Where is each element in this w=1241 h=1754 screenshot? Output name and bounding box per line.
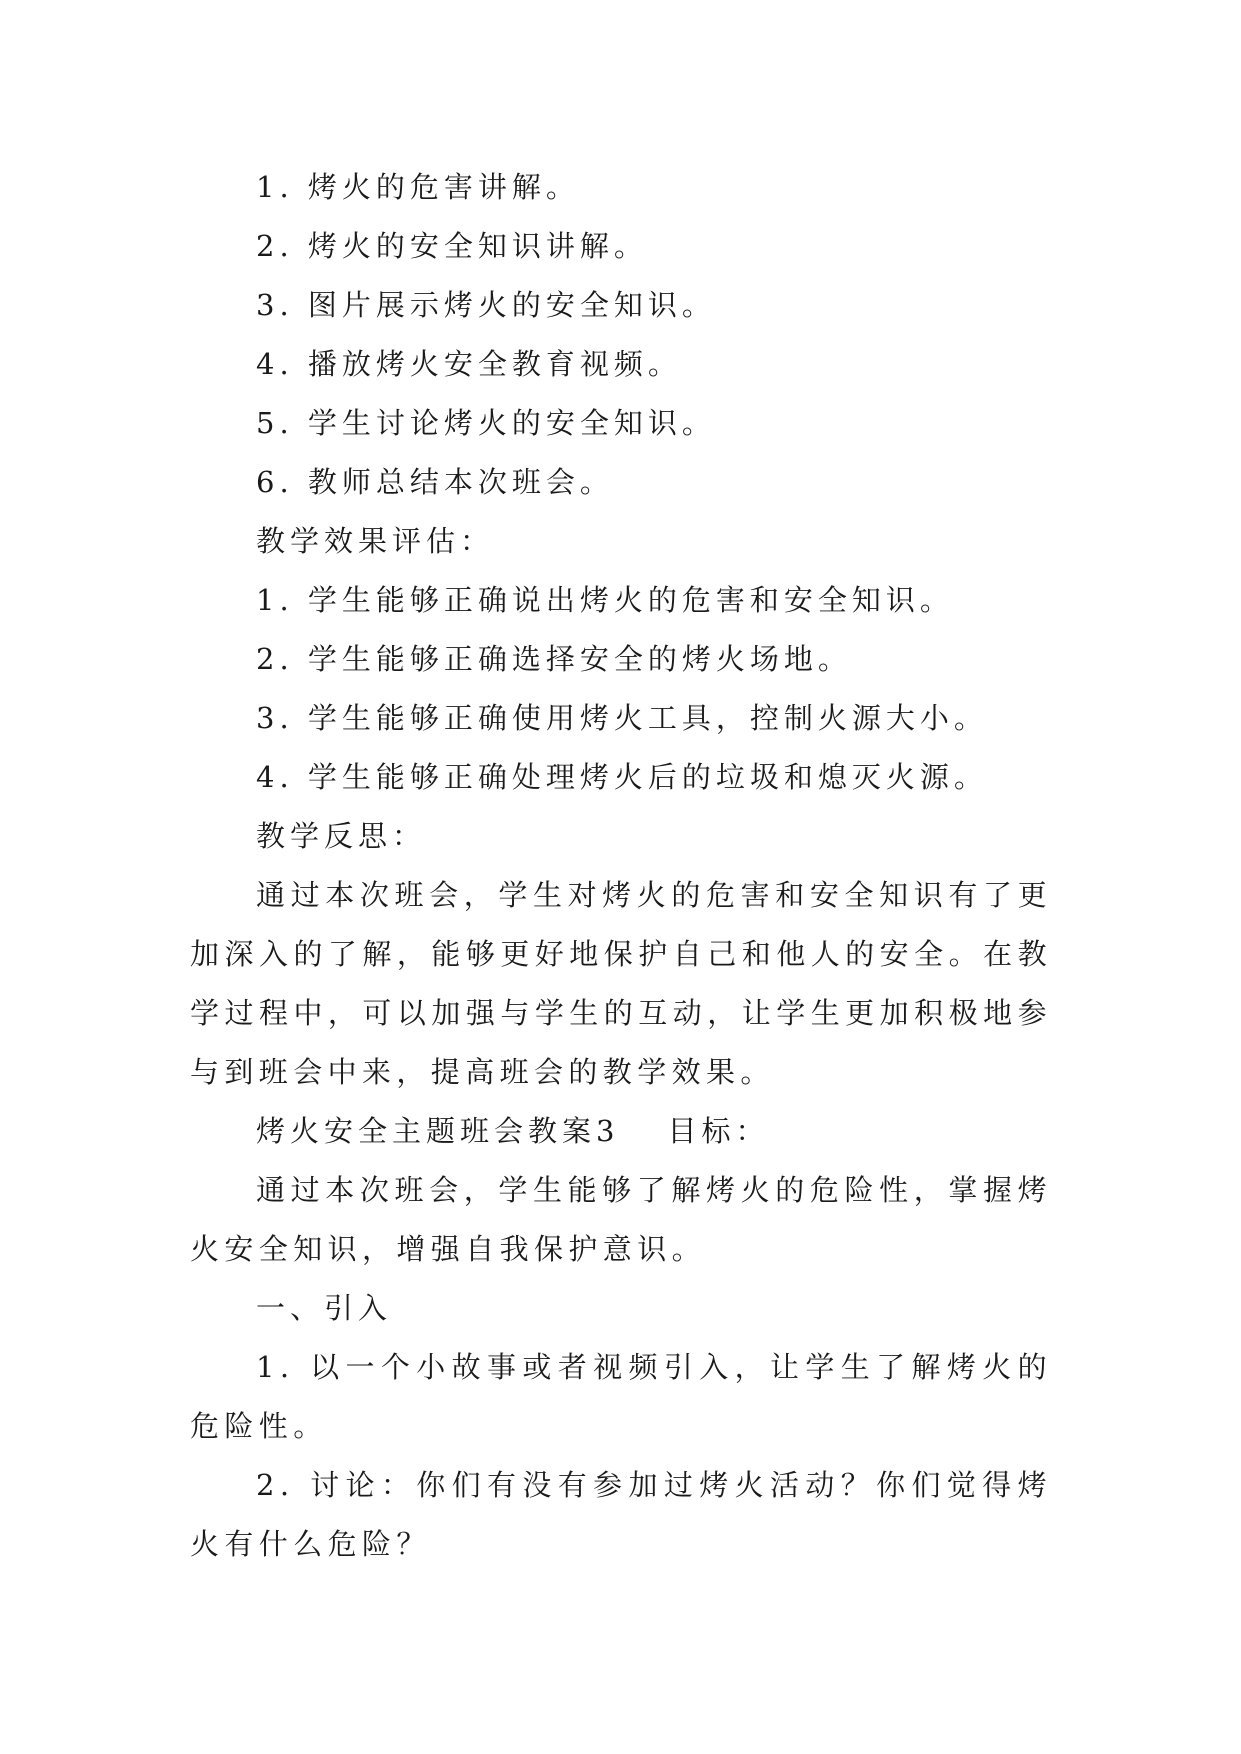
procedure-item-3: 3. 图片展示烤火的安全知识。 bbox=[256, 288, 716, 322]
evaluation-item-4: 4. 学生能够正确处理烤火后的垃圾和熄灭火源。 bbox=[256, 760, 988, 794]
intro-item-2: 2. 讨论：你们有没有参加过烤火活动？你们觉得烤火有什么危险？ bbox=[190, 1468, 1052, 1561]
reflection-heading: 教学反思： bbox=[256, 819, 427, 853]
plan3-goal-label: 目标： bbox=[667, 1114, 770, 1148]
document-page bbox=[190, 158, 1052, 1574]
plan3-title-line bbox=[190, 1102, 1052, 1161]
reflection-paragraph: 通过本次班会，学生对烤火的危害和安全知识有了更加深入的了解，能够更好地保护自己和他人的安全。在教学过程中，可以加强与学生的互动，让学生更加积极地参与到班会中来，提高班会的教学效果。 bbox=[190, 878, 1052, 1089]
procedure-item-1: 1. 烤火的危害讲解。 bbox=[256, 170, 580, 204]
procedure-item-2: 2. 烤火的安全知识讲解。 bbox=[256, 229, 648, 263]
evaluation-heading: 教学效果评估： bbox=[256, 524, 495, 558]
plan3-goal-paragraph: 通过本次班会，学生能够了解烤火的危险性，掌握烤火安全知识，增强自我保护意识。 bbox=[190, 1173, 1052, 1266]
evaluation-item-1: 1. 学生能够正确说出烤火的危害和安全知识。 bbox=[256, 583, 954, 617]
procedure-item-5: 5. 学生讨论烤火的安全知识。 bbox=[256, 406, 716, 440]
plan3-title: 烤火安全主题班会教案3 bbox=[256, 1114, 620, 1148]
procedure-item-6: 6. 教师总结本次班会。 bbox=[256, 465, 614, 499]
intro-item-1: 1. 以一个小故事或者视频引入，让学生了解烤火的危险性。 bbox=[190, 1350, 1052, 1443]
procedure-item-4: 4. 播放烤火安全教育视频。 bbox=[256, 347, 682, 381]
intro-heading: 一、引入 bbox=[256, 1291, 393, 1325]
evaluation-item-3: 3. 学生能够正确使用烤火工具，控制火源大小。 bbox=[256, 701, 988, 735]
evaluation-item-2: 2. 学生能够正确选择安全的烤火场地。 bbox=[256, 642, 852, 676]
